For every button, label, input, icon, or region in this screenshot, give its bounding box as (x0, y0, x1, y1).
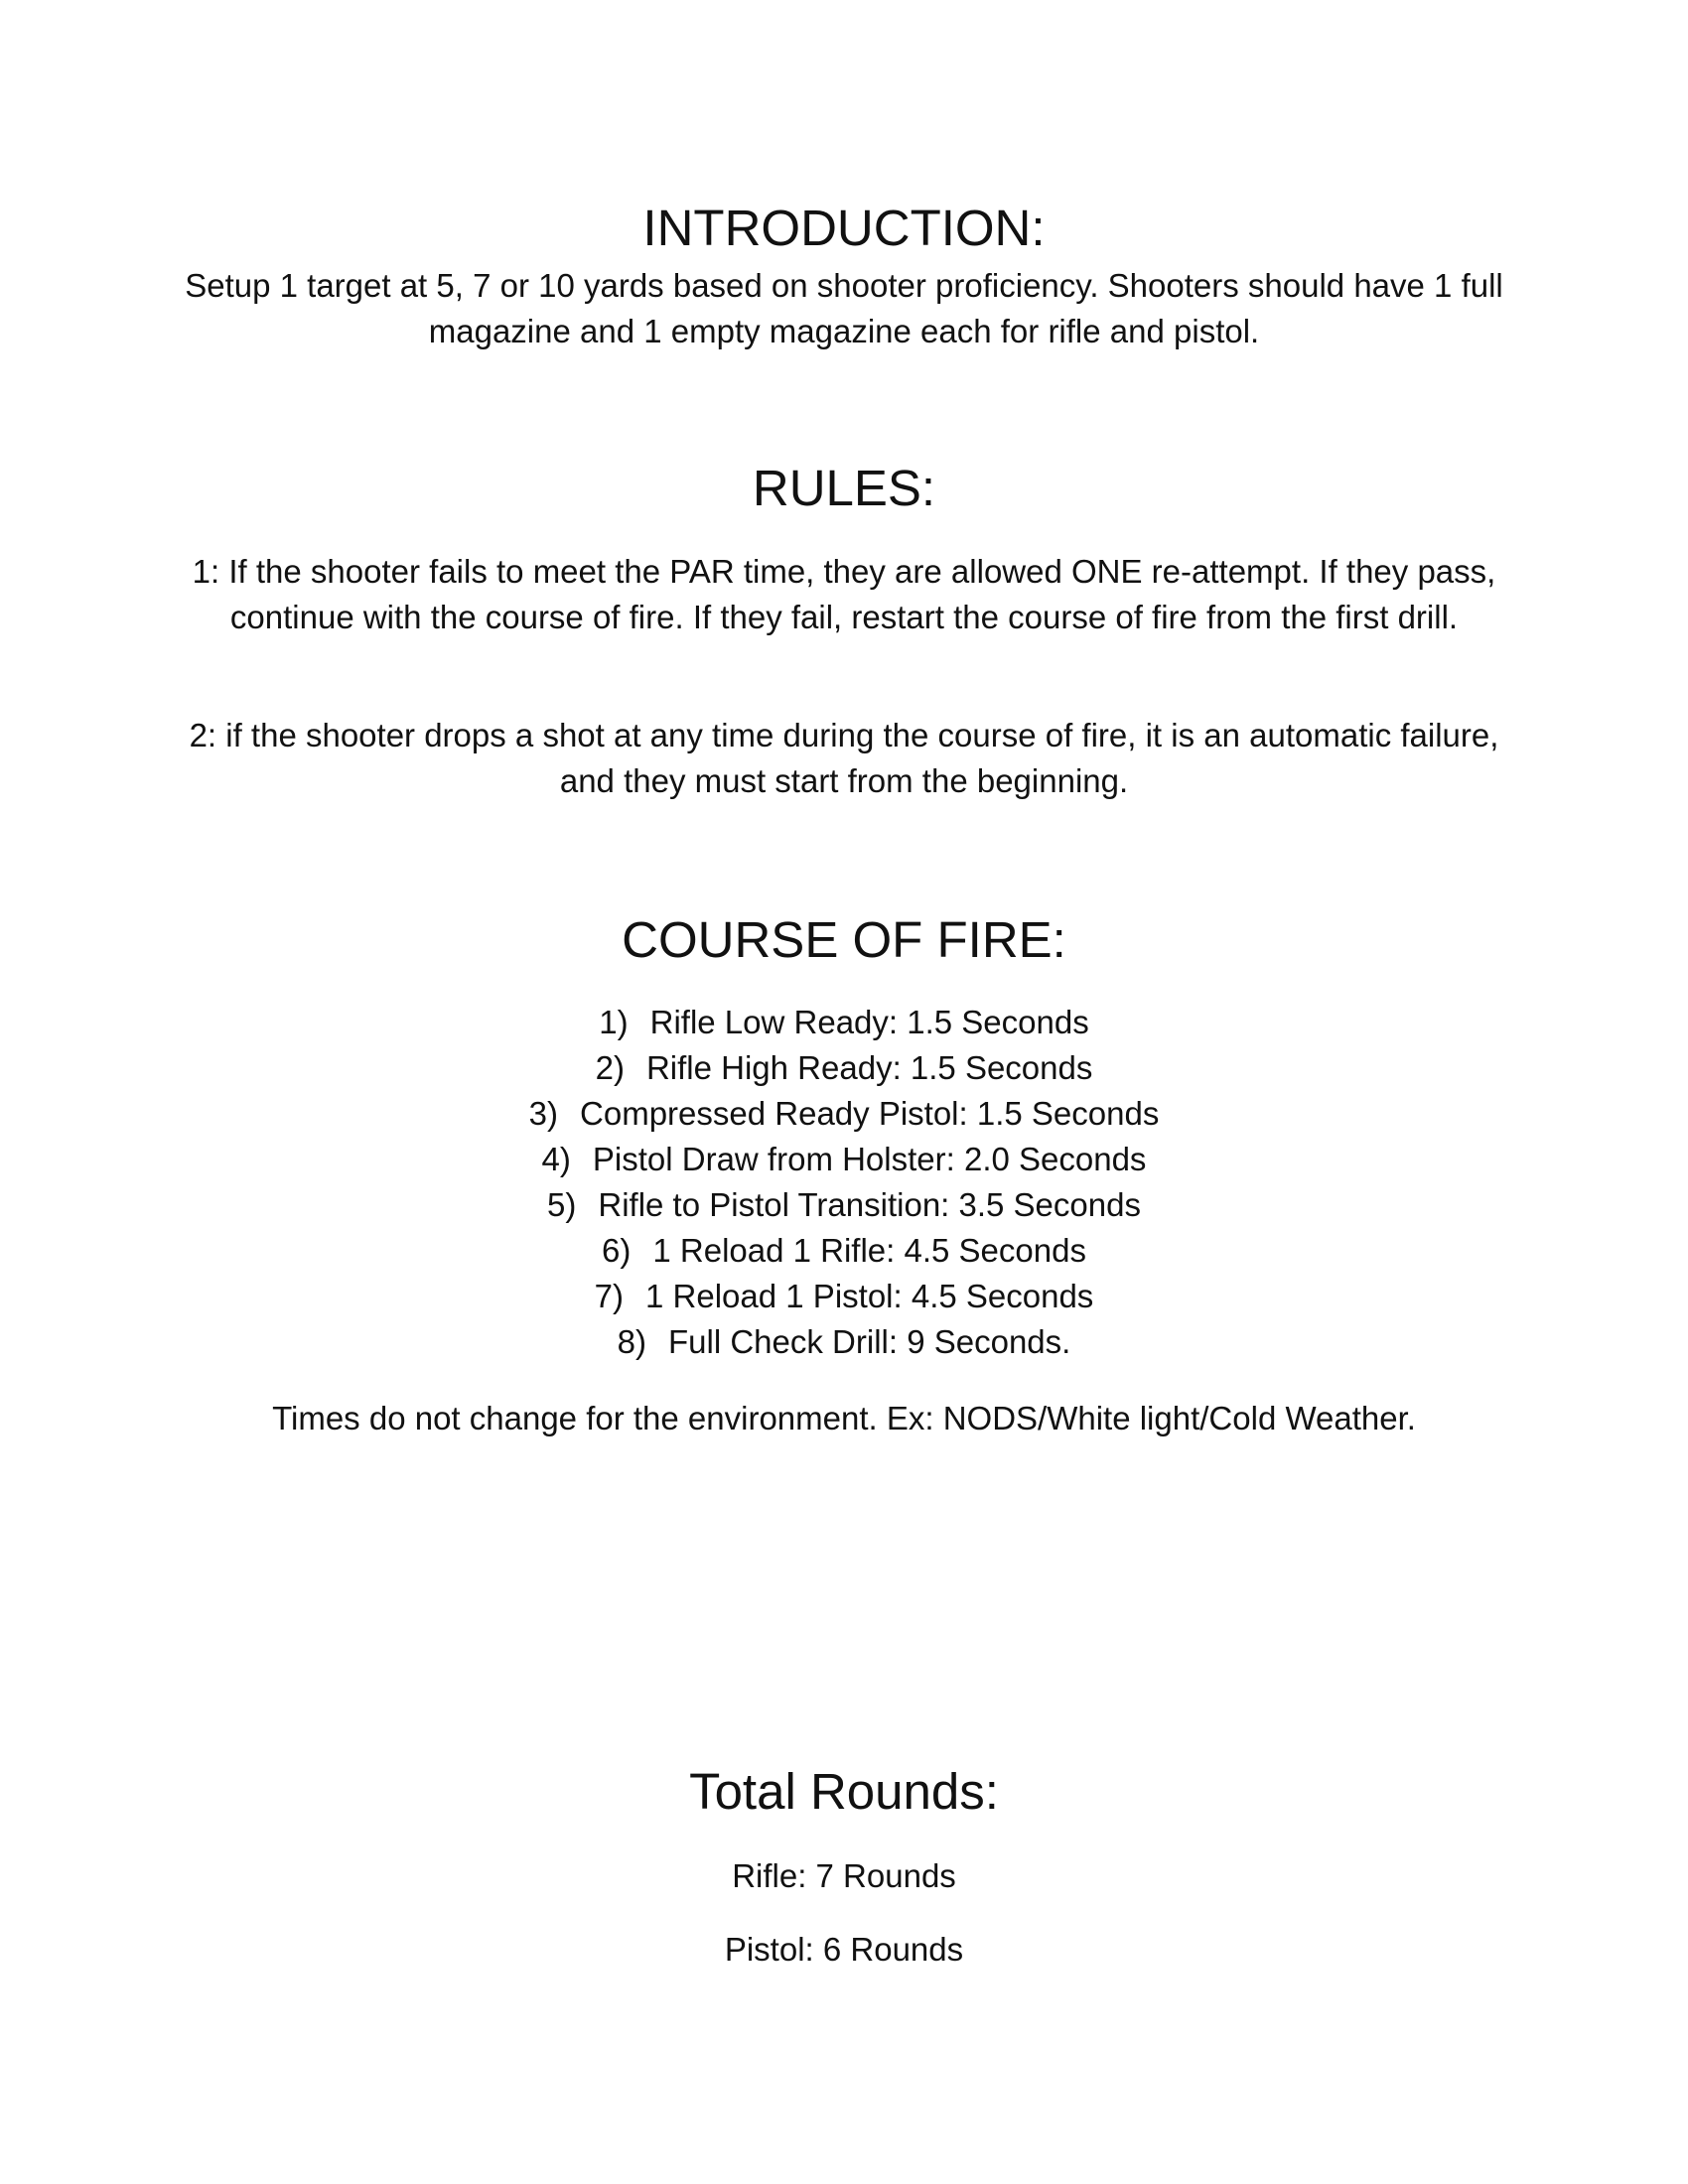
course-of-fire-item (0, 1319, 1688, 1365)
item-number: 5) (547, 1186, 577, 1223)
item-text: 1 Reload 1 Rifle: 4.5 Seconds (652, 1232, 1086, 1269)
rifle-rounds: Rifle: 7 Rounds (732, 1857, 956, 1894)
item-text: Rifle Low Ready: 1.5 Seconds (649, 1004, 1089, 1040)
item-text: Pistol Draw from Holster: 2.0 Seconds (592, 1141, 1147, 1177)
course-of-fire-list (0, 1000, 1688, 1365)
item-number: 4) (541, 1141, 571, 1177)
item-text: Compressed Ready Pistol: 1.5 Seconds (580, 1095, 1160, 1132)
course-of-fire-item (0, 1137, 1688, 1182)
item-number: 1) (599, 1004, 629, 1040)
course-of-fire-note: Times do not change for the environment. Ex: NODS/White light/Cold Weather. (272, 1400, 1416, 1436)
item-text: Rifle to Pistol Transition: 3.5 Seconds (598, 1186, 1141, 1223)
introduction-heading: INTRODUCTION: (642, 200, 1046, 256)
course-of-fire-item (0, 1228, 1688, 1274)
introduction-text: Setup 1 target at 5, 7 or 10 yards based on shooter proficiency. Shooters should have 1 full magazine and 1 empty magazine each for rifle and pistol. (185, 267, 1503, 349)
course-of-fire-item (0, 1274, 1688, 1319)
total-rounds-heading: Total Rounds: (689, 1763, 999, 1820)
item-number: 2) (595, 1049, 625, 1086)
item-number: 6) (602, 1232, 632, 1269)
course-of-fire-item (0, 1182, 1688, 1228)
item-number: 8) (617, 1323, 646, 1360)
rules-heading: RULES: (752, 460, 936, 516)
pistol-rounds: Pistol: 6 Rounds (724, 1931, 964, 1968)
item-number: 7) (594, 1278, 625, 1314)
course-of-fire-heading: COURSE OF FIRE: (622, 911, 1066, 968)
course-of-fire-item (0, 1000, 1688, 1045)
rule-1: 1: If the shooter fails to meet the PAR time, they are allowed ONE re-attempt. If they pass, continue with the course of fire. If they fail, restart the course of fire from the first drill. (192, 553, 1496, 635)
item-number: 3) (528, 1095, 559, 1132)
rule-2: 2: if the shooter drops a shot at any time during the course of fire, it is an automatic failure, and they must start from the beginning. (189, 717, 1499, 799)
item-text: Full Check Drill: 9 Seconds. (668, 1323, 1071, 1360)
item-text: Rifle High Ready: 1.5 Seconds (645, 1049, 1093, 1086)
item-text: 1 Reload 1 Pistol: 4.5 Seconds (645, 1278, 1094, 1314)
course-of-fire-item (0, 1045, 1688, 1091)
course-of-fire-item (0, 1091, 1688, 1137)
